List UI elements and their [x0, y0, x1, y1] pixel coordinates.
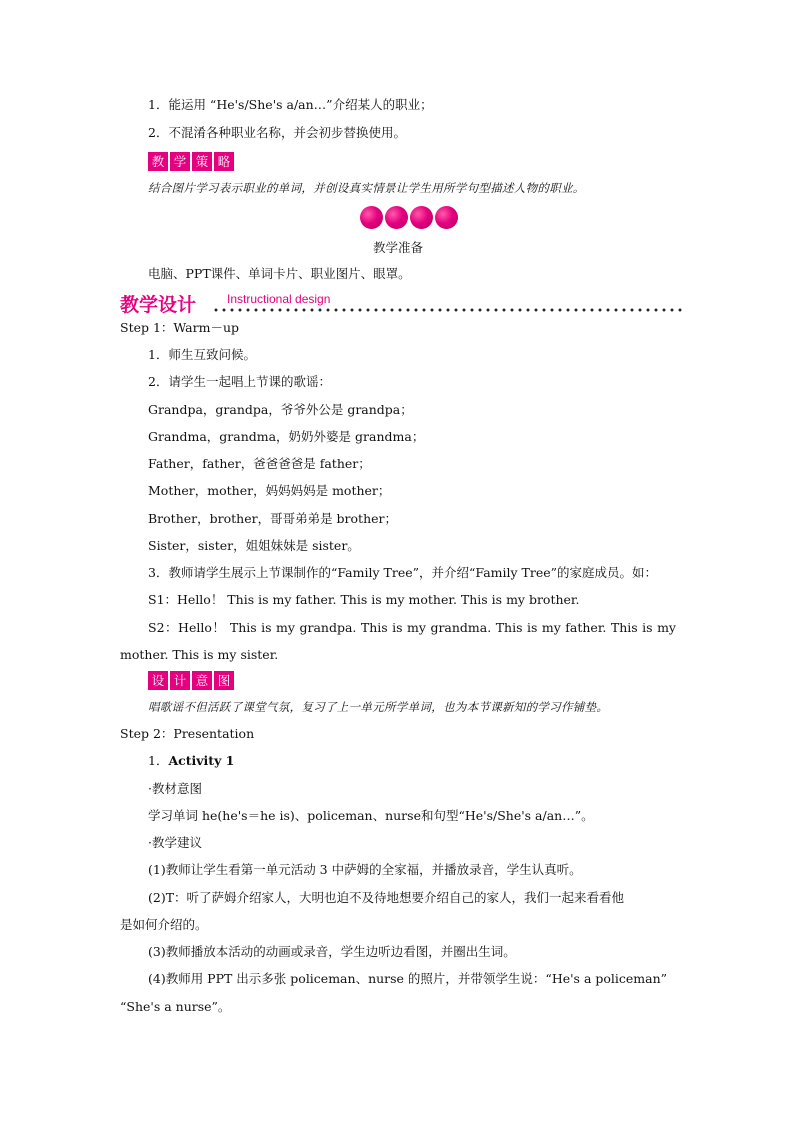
chant-line-3: Father，father，爸爸爸爸是 father； — [148, 456, 371, 471]
suggestion-3: (3)教师播放本活动的动画或录音，学生边听边看图，并圈出生词。 — [148, 944, 516, 959]
suggestion-1: (1)教师让学生看第一单元活动 3 中萨姆的全家福，并播放录音，学生认真听。 — [148, 862, 582, 877]
suggestion-label: ·教学建议 — [148, 835, 202, 850]
prep-text: 电脑、PPT课件、单词卡片、职业图片、眼罩。 — [148, 266, 411, 281]
design-title: 教学设计 — [120, 294, 197, 316]
warm-line-2: 2．请学生一起唱上节课的歌谣： — [148, 374, 331, 389]
suggestion-4: (4)教师用 PPT 出示多张 policeman、nurse 的照片，并带领学生说：“He's a policeman” — [148, 971, 668, 986]
strategy-tag: 教 学 策 略 — [148, 152, 234, 171]
suggestion-2-cont: 是如何介绍的。 — [120, 917, 208, 932]
strategy-text: 结合图片学习表示职业的单词，并创设真实情景让学生用所学句型描述人物的职业。 — [148, 181, 585, 195]
material-intent-label: ·教材意图 — [148, 781, 202, 796]
decorative-dots — [360, 206, 458, 229]
prep-title: 教学准备 — [372, 240, 423, 255]
objective-2: 2．不混淆各种职业名称，并会初步替换使用。 — [148, 125, 406, 140]
design-subtitle: Instructional design — [227, 292, 331, 306]
suggestion-2: (2)T：听了萨姆介绍家人，大明也迫不及待地想要介绍自己的家人，我们一起来看看他 — [148, 890, 625, 905]
dialog-s2: S2：Hello！ This is my grandpa. This is my grandma. This is my father. This is my — [148, 620, 676, 635]
chant-line-4: Mother，mother，妈妈妈妈是 mother； — [148, 483, 391, 498]
activity-heading: 1．Activity 1 — [148, 753, 235, 768]
intent-tag: 设 计 意 图 — [148, 671, 234, 690]
suggestion-4-cont: “She's a nurse”。 — [120, 999, 231, 1014]
dotted-divider — [212, 308, 682, 312]
chant-line-2: Grandma，grandma，奶奶外婆是 grandma； — [148, 429, 425, 444]
chant-line-5: Brother，brother，哥哥弟弟是 brother； — [148, 511, 398, 526]
dialog-s2-cont: mother. This is my sister. — [120, 647, 279, 662]
step2-heading: Step 2：Presentation — [120, 726, 255, 741]
dialog-s1: S1：Hello！ This is my father. This is my mother. This is my brother. — [148, 592, 580, 607]
intent-text: 唱歌谣不但活跃了课堂气氛，复习了上一单元所学单词，也为本节课新知的学习作铺垫。 — [148, 700, 609, 714]
warm-line-1: 1．师生互致问候。 — [148, 347, 256, 362]
objective-1: 1．能运用 “He's/She's a/an…”介绍某人的职业； — [148, 97, 433, 112]
chant-line-6: Sister，sister，姐姐妹妹是 sister。 — [148, 538, 360, 553]
step1-heading: Step 1：Warm－up — [120, 320, 240, 335]
warm-line-3: 3．教师请学生展示上节课制作的“Family Tree”，并介绍“Family Tree”的家庭成员。如： — [148, 565, 658, 580]
chant-line-1: Grandpa，grandpa，爷爷外公是 grandpa； — [148, 402, 413, 417]
material-intent-body: 学习单词 he(he's＝he is)、policeman、nurse和句型“He's/She's a/an…”。 — [148, 808, 594, 823]
